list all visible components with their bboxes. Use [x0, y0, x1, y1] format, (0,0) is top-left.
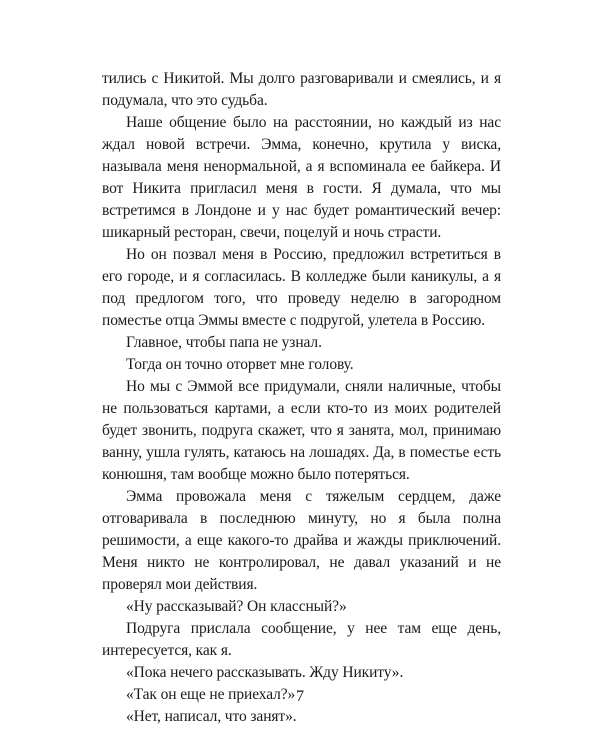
paragraph: «Нет, написал, что занят». [126, 708, 297, 725]
paragraph: Но он позвал меня в Россию, предложил встретиться в его городе, и я согласилась. В колледже были каникулы, а я под предлогом того, что проведу неделю в загородном поместье отца Эммы вместе с подругой, улетела в Россию. [102, 246, 501, 329]
paragraph: «Ну рассказывай? Он классный?» [126, 598, 347, 615]
paragraph: Тогда он точно оторвет мне голову. [126, 356, 354, 373]
paragraph: «Так он еще не приехал?» [126, 686, 296, 703]
paragraph: Но мы с Эммой все придумали, сняли наличные, чтобы не пользоваться картами, а если кто-то из моих родителей будет звонить, подруга скажет, что я занята, мол, принимаю ванну, ушла гулять, катаюсь на лошадях. Да, в поместье есть конюшня, там вообще можно было потеряться. [102, 378, 501, 483]
paragraph: Главное, чтобы папа не узнал. [126, 334, 322, 351]
paragraph: Эмма провожала меня с тяжелым сердцем, даже отговаривала в последнюю минуту, но я была полна решимости, а еще какого-то драйва и жажды приключений. Меня никто не контролировал, не давал указаний и не проверял мои действия. [102, 488, 501, 593]
paragraph: «Пока нечего рассказывать. Жду Никиту». [126, 664, 404, 681]
paragraph: Подруга прислала сообщение, у нее там еще день, интересуется, как я. [102, 620, 501, 659]
page-number: 7 [296, 688, 304, 705]
paragraph: Наше общение было на расстоянии, но каждый из нас ждал новой встречи. Эмма, конечно, крутила у виска, называла меня ненормальной, а я вспоминала ее байкера. И вот Никита пригласил меня в гости. Я думала, что мы встретимся в Лондоне и у нас будет романтический вечер: шикарный ресторан, свечи, поцелуй и ночь страсти. [102, 114, 501, 241]
body-text [102, 68, 501, 728]
paragraph: тились с Никитой. Мы долго разговаривали и смеялись, и я подумала, что это судьба. [102, 70, 501, 109]
